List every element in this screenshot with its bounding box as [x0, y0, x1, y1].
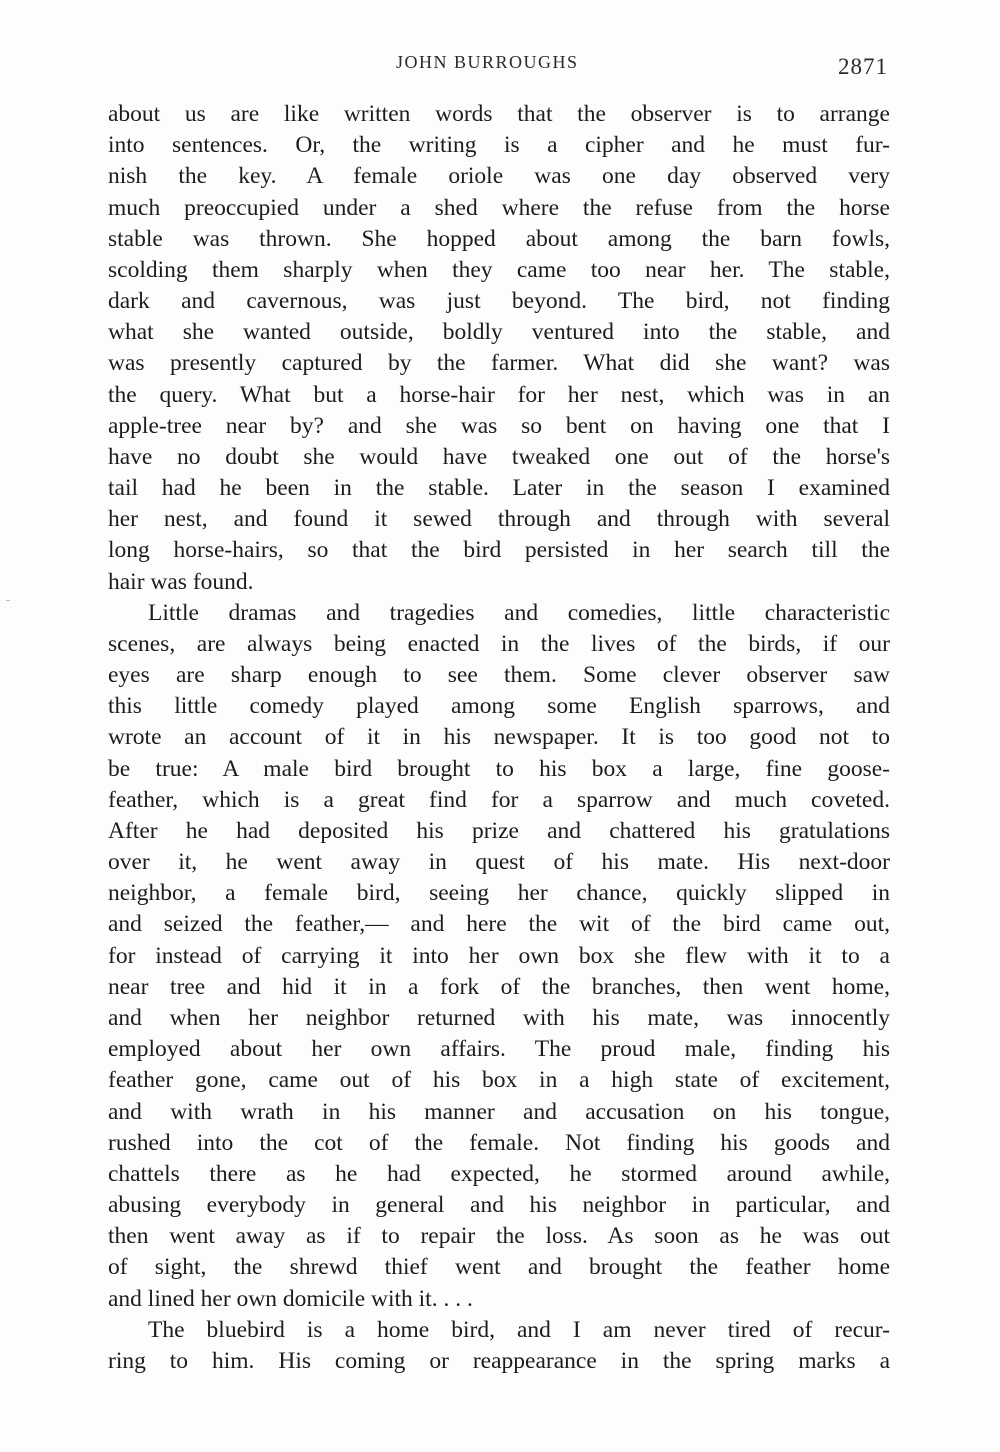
text-line: tail had he been in the stable. Later in the season I examined	[108, 475, 890, 502]
text-line: and with wrath in his manner and accusation on his tongue,	[108, 1098, 890, 1125]
text-line: scenes, are always being enacted in the lives of the birds, if our	[108, 630, 890, 657]
text-line: and lined her own domicile with it. . . .	[108, 1285, 473, 1312]
text-line: what she wanted outside, boldly ventured into the stable, and	[108, 319, 890, 346]
text-line: about us are like written words that the observer is to arrange	[108, 101, 890, 127]
text-line: long horse-hairs, so that the bird persisted in her search till the	[108, 537, 890, 564]
text-line: her nest, and found it sewed through and through with several	[108, 506, 890, 533]
text-line: After he had deposited his prize and chattered his gratulations	[108, 817, 890, 844]
text-line: be true: A male bird brought to his box a large, fine goose-	[108, 755, 890, 782]
margin-mark	[6, 600, 10, 601]
text-line: for instead of carrying it into her own box she flew with it to a	[108, 942, 890, 969]
text-line: apple-tree near by? and she was so bent on having one that I	[108, 412, 890, 439]
text-line: hair was found.	[108, 568, 254, 595]
text-line: then went away as if to repair the loss. As soon as he was out	[108, 1223, 890, 1250]
text-line: into sentences. Or, the writing is a cipher and he must fur-	[108, 132, 890, 159]
text-line: neighbor, a female bird, seeing her chance, quickly slipped in	[108, 880, 890, 907]
text-line: eyes are sharp enough to see them. Some clever observer saw	[108, 662, 890, 689]
text-line: stable was thrown. She hopped about among the barn fowls,	[108, 225, 890, 252]
text-line: was presently captured by the farmer. What did she want? was	[108, 350, 890, 377]
text-line: Little dramas and tragedies and comedies, little characteristic	[148, 599, 890, 626]
text-line: this little comedy played among some English sparrows, and	[108, 693, 890, 720]
text-line: rushed into the cot of the female. Not finding his goods and	[108, 1129, 890, 1156]
text-line: over it, he went away in quest of his mate. His next-door	[108, 849, 890, 876]
body-text	[108, 99, 890, 1377]
text-line: The bluebird is a home bird, and I am never tired of recur-	[148, 1316, 890, 1343]
text-line: feather gone, came out of his box in a high state of excitement,	[108, 1067, 890, 1094]
text-line: feather, which is a great find for a sparrow and much coveted.	[108, 786, 890, 813]
running-title: JOHN BURROUGHS	[396, 52, 579, 72]
text-line: and seized the feather,— and here the wit of the bird came out,	[108, 911, 890, 938]
text-line: of sight, the shrewd thief went and brought the feather home	[108, 1254, 890, 1281]
text-line: ring to him. His coming or reappearance in the spring marks a	[108, 1347, 890, 1374]
text-line: nish the key. A female oriole was one day observed very	[108, 163, 890, 190]
text-line: dark and cavernous, was just beyond. The bird, not finding	[108, 288, 890, 315]
text-line: chattels there as he had expected, he stormed around awhile,	[108, 1160, 890, 1187]
page-number: 2871	[838, 54, 888, 79]
text-line: wrote an account of it in his newspaper. It is too good not to	[108, 724, 890, 751]
text-line: scolding them sharply when they came too near her. The stable,	[108, 256, 890, 283]
text-line: near tree and hid it in a fork of the branches, then went home,	[108, 973, 890, 1000]
text-line: abusing everybody in general and his neighbor in particular, and	[108, 1192, 890, 1219]
text-line: employed about her own affairs. The proud male, finding his	[108, 1036, 890, 1063]
text-line: have no doubt she would have tweaked one out of the horse's	[108, 443, 890, 470]
text-line: and when her neighbor returned with his mate, was innocently	[108, 1004, 890, 1031]
text-line: the query. What but a horse-hair for her nest, which was in an	[108, 381, 890, 408]
text-line: much preoccupied under a shed where the refuse from the horse	[108, 194, 890, 221]
